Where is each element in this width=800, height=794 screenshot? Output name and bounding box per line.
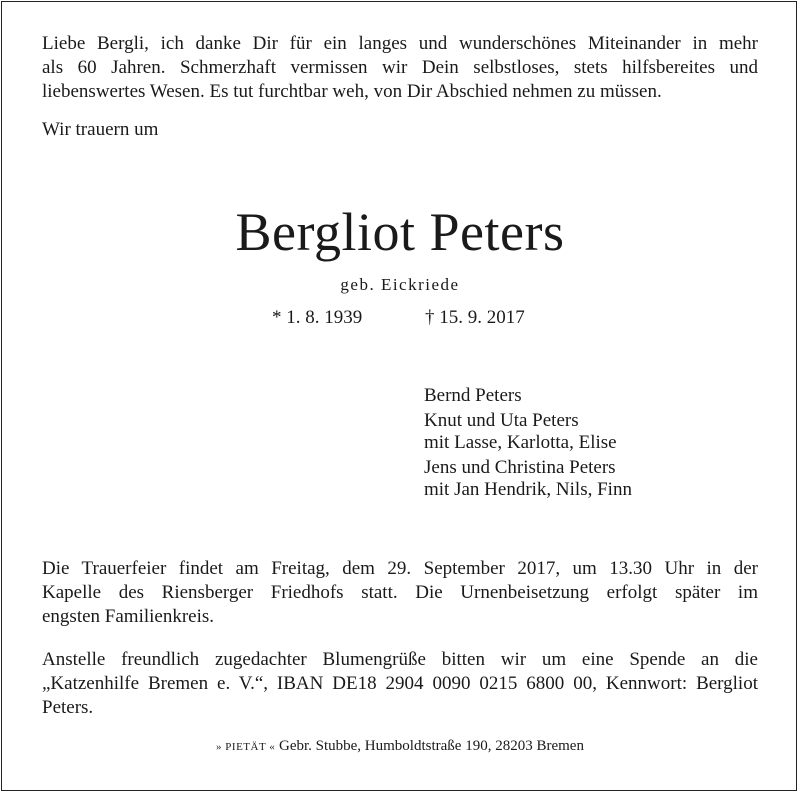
deceased-name: Bergliot Peters [235,202,565,262]
funeral-line: engsten Familienkreis. [42,606,215,627]
intro-line: Liebe Bergli, ich danke Dir für ein langes und wunderschönes Miteinander in mehr [42,33,758,54]
birth-date: * 1. 8. 1939 [272,307,363,328]
funeral-line: Die Trauerfeier findet am Freitag, dem 29. September 2017, um 13.30 Uhr in der [42,558,758,579]
funeral-paragraph [42,557,758,629]
mourning-line: Wir trauern um [42,119,159,140]
intro-paragraph [42,32,758,104]
intro-line: liebenswertes Wesen. Es tut furchtbar weh, von Dir Abschied nehmen zu müssen. [42,81,662,102]
intro-line: als 60 Jahren. Schmerzhaft vermissen wir Dein selbstloses, stets hilfsbereites und [42,57,758,78]
funeral-line: Kapelle des Riensberger Friedhofs statt. Die Urnenbeisetzung erfolgt später im [42,582,758,603]
undertaker-address: Gebr. Stubbe, Humboldtstraße 190, 28203 Bremen [275,738,584,754]
donation-line: Peters. [42,697,94,718]
donation-line: Anstelle freundlich zugedachter Blumengrüße bitten wir um eine Spende an die [42,649,758,670]
family-member: Jens und Christina Peters [424,457,616,478]
maiden-name: geb. Eickriede [340,275,460,294]
family-member: Bernd Peters [424,385,522,406]
undertaker-brand: » PIETÄT « [216,741,276,753]
undertaker-footer [0,738,800,755]
donation-paragraph [42,648,758,720]
family-list [424,385,632,501]
death-date: † 15. 9. 2017 [425,307,525,328]
donation-line: „Katzenhilfe Bremen e. V.“, IBAN DE18 2904 0090 0215 6800 00, Kennwort: Bergliot [42,673,758,694]
family-member: mit Lasse, Karlotta, Elise [424,432,617,453]
family-member: mit Jan Hendrik, Nils, Finn [424,479,632,500]
family-member: Knut und Uta Peters [424,410,579,431]
